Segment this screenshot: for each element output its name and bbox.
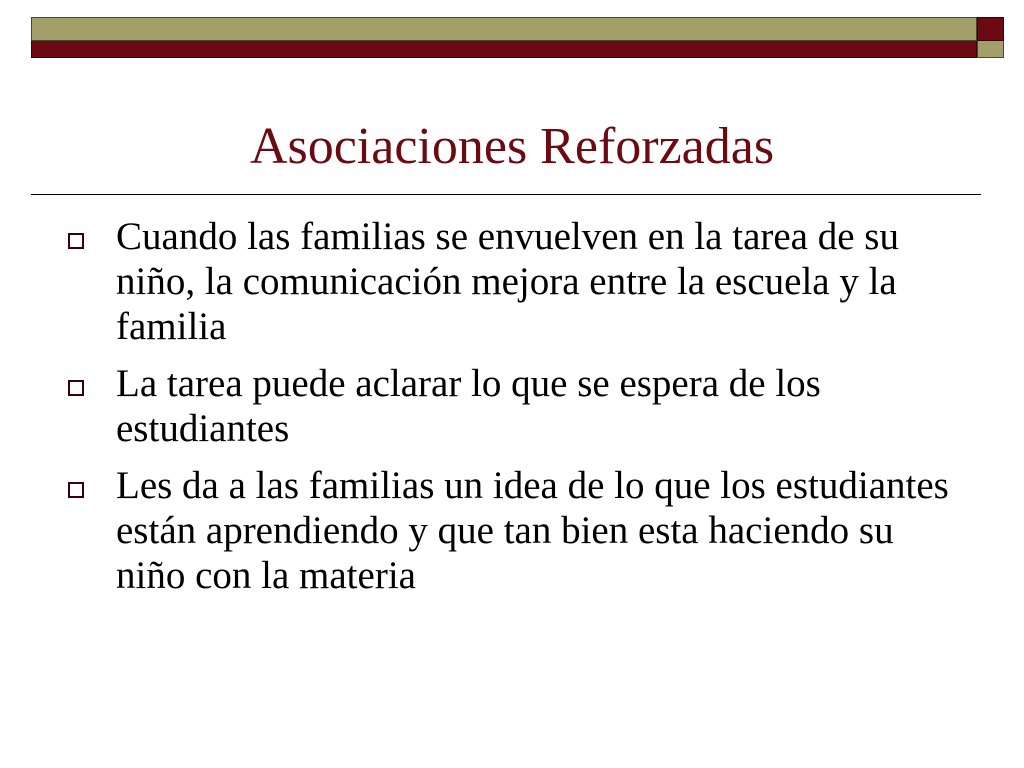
bullet-item [62, 361, 962, 451]
header-corner-square-olive [977, 41, 1004, 58]
hollow-square-bullet-icon [68, 482, 84, 498]
bullet-text: Cuando las familias se envuelven en la tarea de su niño, la comunicación mejora entre la escuela y la familia [116, 215, 899, 348]
bullet-text: La tarea puede aclarar lo que se espera de los estudiantes [116, 362, 821, 450]
bullet-text: Les da a las familias un idea de lo que los estudiantes están aprendiendo y que tan bien esta haciendo su niño con la materia [116, 464, 949, 597]
header-band-maroon [31, 41, 977, 58]
hollow-square-bullet-icon [68, 233, 84, 249]
header-corner-square-maroon [977, 17, 1004, 41]
bullet-list [62, 214, 962, 610]
bullet-item [62, 214, 962, 349]
title-divider [31, 194, 981, 195]
hollow-square-bullet-icon [68, 380, 84, 396]
bullet-item [62, 463, 962, 598]
header-band-olive [31, 17, 977, 41]
slide-title: Asociaciones Reforzadas [249, 118, 775, 175]
